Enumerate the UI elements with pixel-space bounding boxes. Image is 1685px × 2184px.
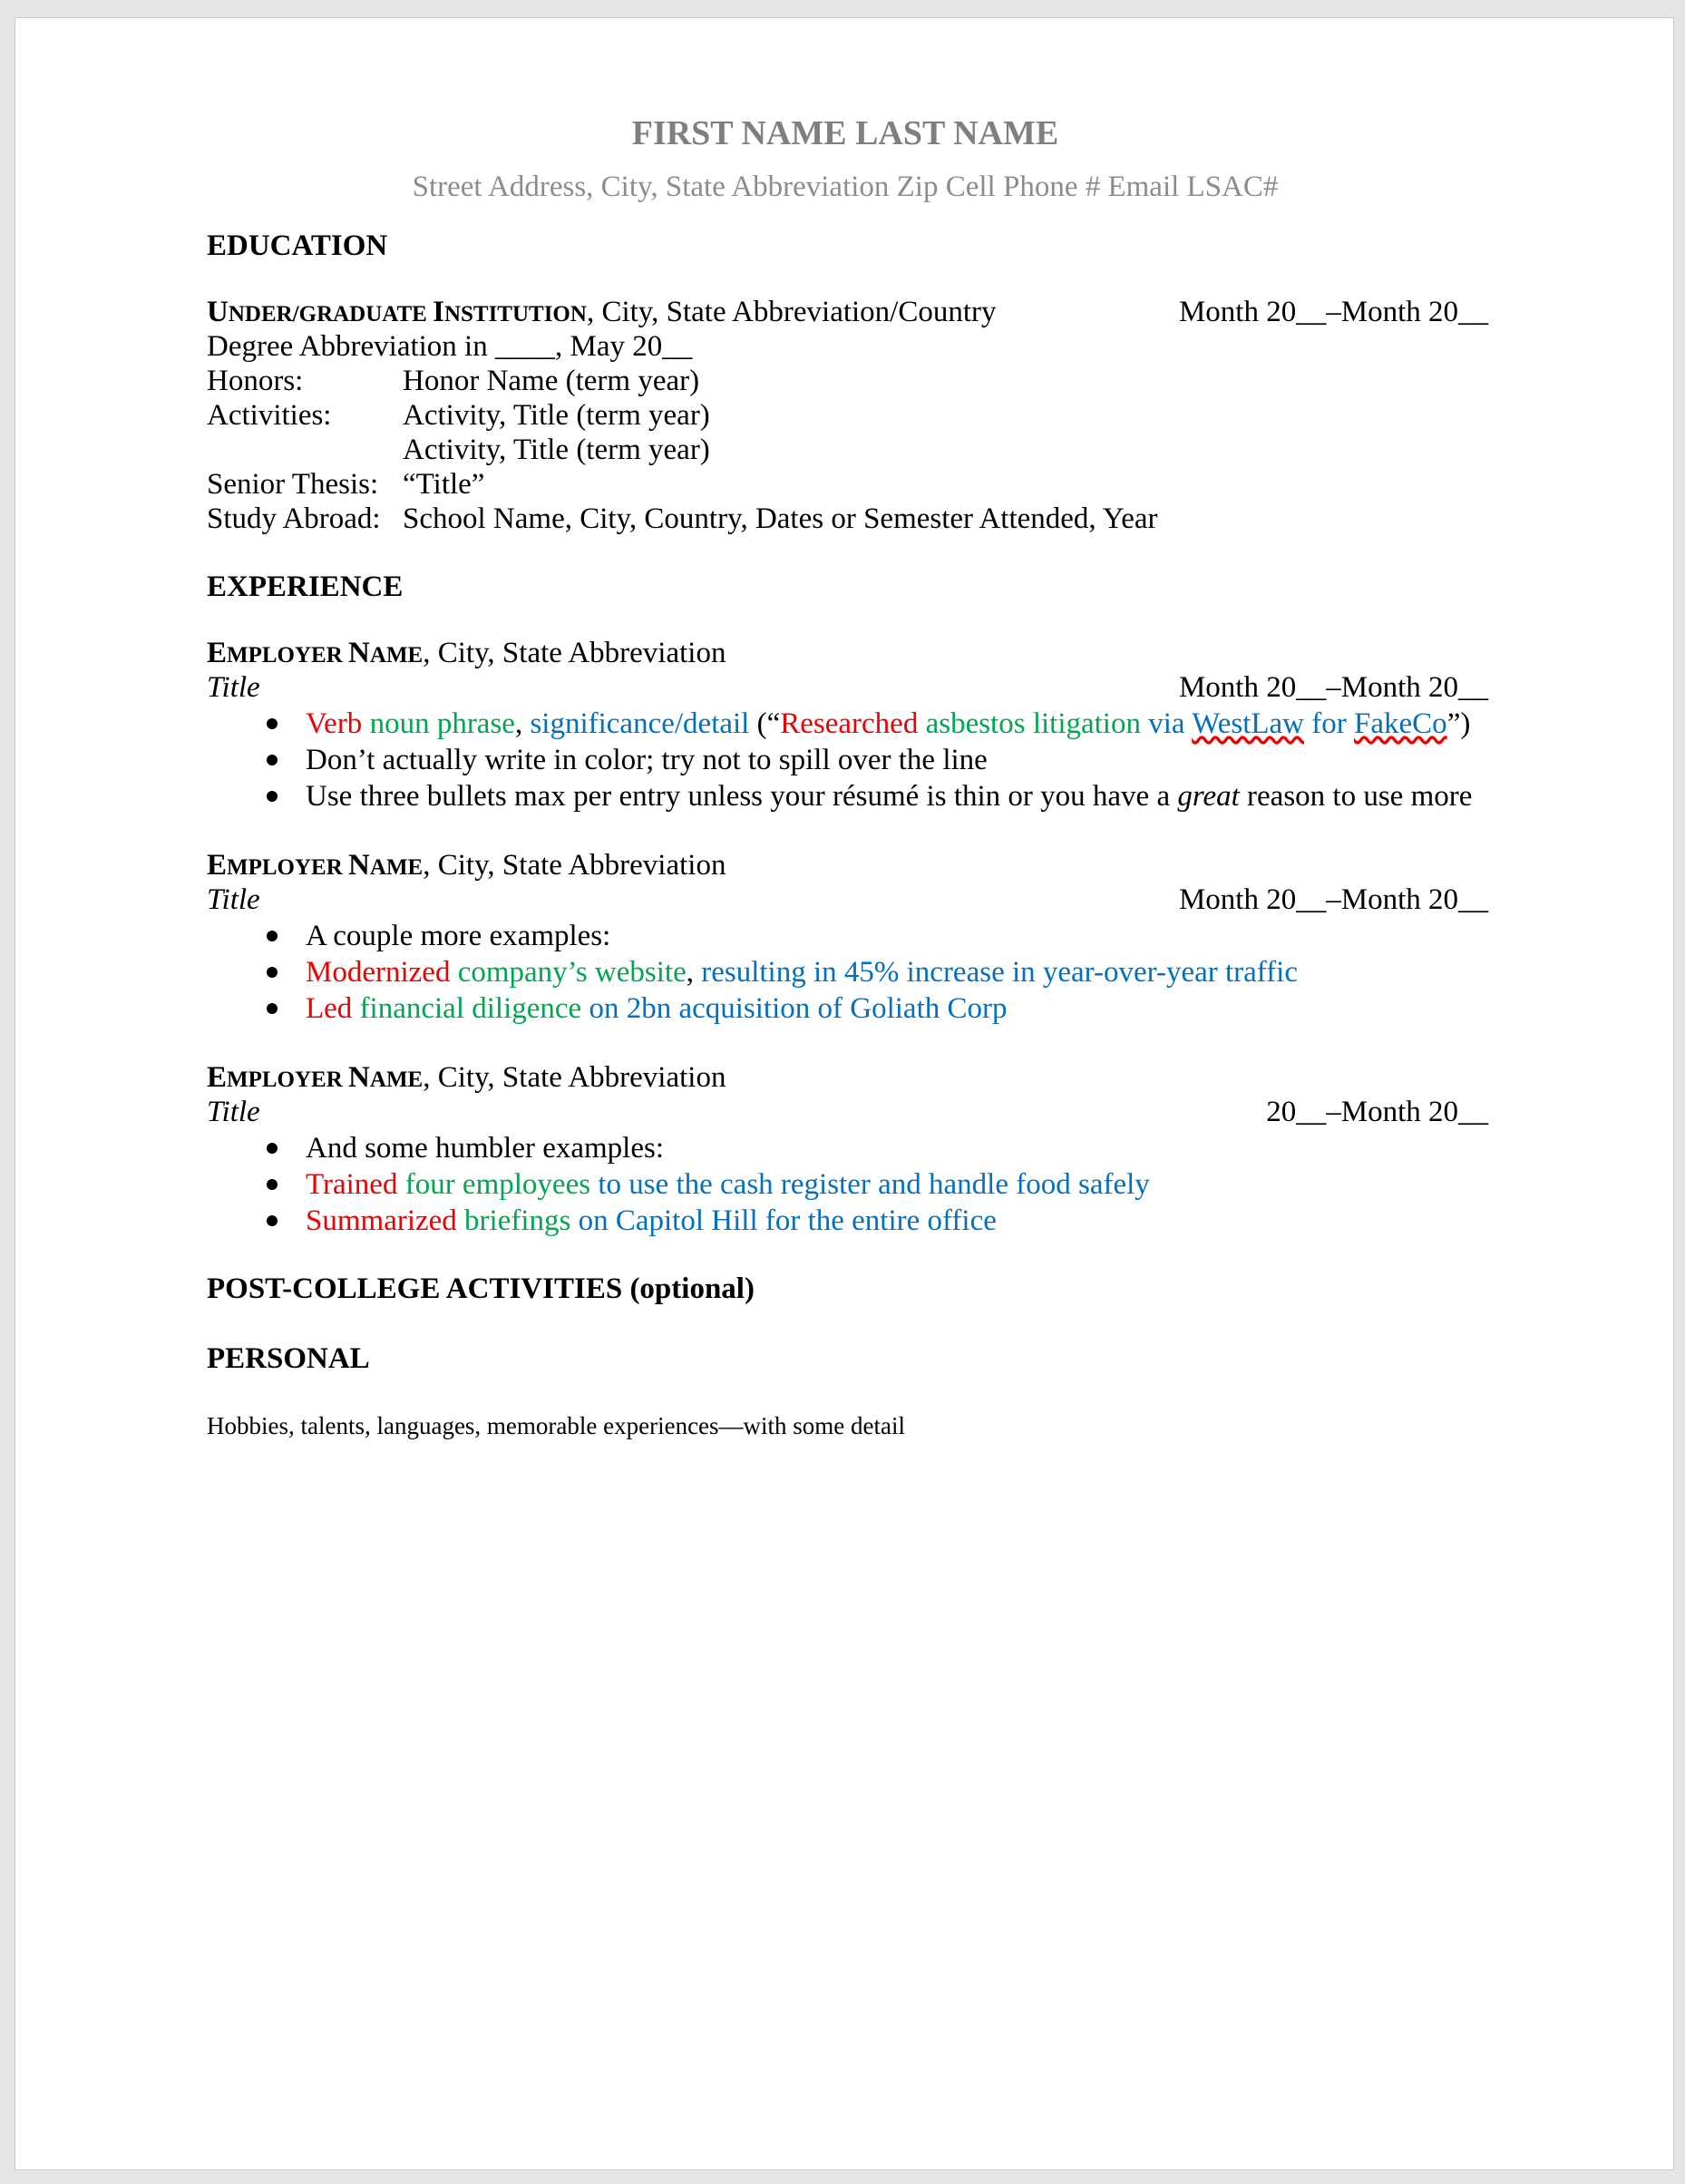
section-heading-post-college: POST-COLLEGE ACTIVITIES (optional) [207,1272,755,1305]
employer-cap: N [348,1061,370,1094]
bullet-detail-spellcheck: FakeCo [1354,707,1447,740]
bullet-icon [267,718,278,729]
bullet-noun: four employees [397,1168,591,1201]
bullet-noun: briefings [456,1204,571,1237]
degree-line: Degree Abbreviation in ____, May 20__ [207,330,693,363]
bullet-punct: , [514,707,531,740]
bullet-verb: Trained [306,1168,398,1201]
employer-small: AME [369,855,424,880]
bullet-punct: (“ [749,707,781,740]
personal-text: Hobbies, talents, languages, memorable experiences—with some detail [207,1412,906,1439]
bullet-detail-spellcheck: WestLaw [1192,707,1305,740]
bullet-icon [267,931,278,941]
employer-line [207,848,726,885]
resume-name: FIRST NAME LAST NAME [631,114,1059,152]
employer-cap: N [348,637,370,669]
thesis-label: Senior Thesis: [207,468,379,501]
bullet-icon [267,1143,278,1154]
job-title: Title [207,883,260,916]
bullet-item: And some humbler examples: [306,1132,665,1165]
job-dates: Month 20__–Month 20__ [1178,671,1488,704]
section-heading-experience: EXPERIENCE [207,570,404,603]
bullet-icon [267,1215,278,1226]
job-title: Title [207,671,260,704]
institution-small: NSTITUTION [443,302,587,327]
job-dates: Month 20__–Month 20__ [1178,883,1488,916]
bullet-item [306,1204,997,1238]
bullet-verb: Summarized [306,1204,457,1237]
bullet-text: reason to use more [1239,780,1473,813]
bullet-noun: financial diligence [352,992,582,1025]
employer-small: MPLOYER [227,1068,349,1092]
bullet-icon [267,755,278,765]
institution-cap: I [433,296,444,328]
bullet-punct: , [686,956,702,989]
institution-line [207,295,997,332]
job-title: Title [207,1096,260,1128]
employer-cap: E [207,849,228,882]
study-abroad-value: School Name, City, Country, Dates or Semester Attended, Year [403,502,1158,535]
bullet-detail: on Capitol Hill for the entire office [570,1204,997,1237]
bullet-text: Use three bullets max per entry unless your résumé is thin or you have a [306,780,1178,813]
bullet-icon [267,791,278,802]
section-heading-personal: PERSONAL [207,1342,370,1375]
activities-value: Activity, Title (term year) [403,399,710,432]
activities-value: Activity, Title (term year) [403,434,710,466]
employer-cap: E [207,1061,228,1094]
bullet-verb: Verb [306,707,363,740]
bullet-detail: to use the cash register and handle food safely [590,1168,1150,1201]
bullet-item: Don’t actually write in color; try not to spill over the line [306,744,988,776]
job-dates: 20__–Month 20__ [1266,1096,1488,1128]
bullet-noun: noun phrase [362,707,515,740]
thesis-value: “Title” [403,468,485,501]
bullet-icon [267,1003,278,1014]
bullet-detail: for [1304,707,1355,740]
employer-location: , City, State Abbreviation [423,849,726,882]
bullet-icon [267,967,278,978]
bullet-item: A couple more examples: [306,920,611,952]
study-abroad-label: Study Abroad: [207,502,381,535]
employer-line [207,636,726,673]
employer-location: , City, State Abbreviation [423,637,726,669]
document-page [15,17,1674,2170]
employer-small: MPLOYER [227,643,349,668]
employer-cap: E [207,637,228,669]
bullet-detail: via [1140,707,1193,740]
bullet-item [306,779,1472,814]
employer-line [207,1060,726,1097]
bullet-verb: Researched [780,707,919,740]
bullet-item [306,955,1298,990]
resume-contact-line: Street Address, City, State Abbreviation Zip Cell Phone # Email LSAC# [412,171,1279,203]
activities-label: Activities: [207,399,332,432]
section-heading-education: EDUCATION [207,229,388,262]
bullet-verb: Modernized [306,956,451,989]
education-dates: Month 20__–Month 20__ [1178,296,1488,328]
bullet-noun: company’s website [450,956,687,989]
bullet-emphasis: great [1177,780,1240,813]
employer-small: AME [369,1068,424,1092]
bullet-detail: significance/detail [530,707,750,740]
bullet-item [306,1167,1150,1202]
bullet-detail: resulting in 45% increase in year-over-year traffic [701,956,1298,989]
bullet-punct: ”) [1446,707,1471,740]
bullet-verb: Led [306,992,353,1025]
employer-cap: N [348,849,370,882]
bullet-detail: on 2bn acquisition of Goliath Corp [581,992,1008,1025]
honors-value: Honor Name (term year) [403,365,700,397]
institution-small: NDER/GRADUATE [228,302,433,327]
employer-small: MPLOYER [227,855,349,880]
bullet-item [306,707,1470,741]
bullet-item [306,991,1008,1026]
institution-location: , City, State Abbreviation/Country [586,296,997,328]
bullet-noun: asbestos litigation [918,707,1141,740]
employer-location: , City, State Abbreviation [423,1061,726,1094]
honors-label: Honors: [207,365,304,397]
institution-cap: U [207,296,229,328]
employer-small: AME [369,643,424,668]
bullet-icon [267,1179,278,1190]
